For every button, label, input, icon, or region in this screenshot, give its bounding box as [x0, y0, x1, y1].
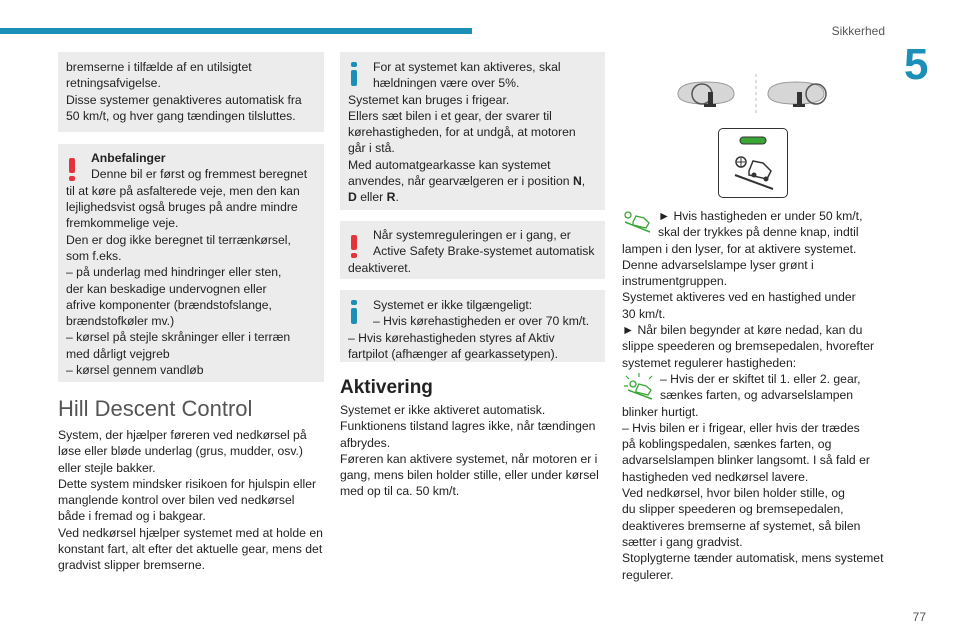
- text-line: – Hvis der er skiftet til 1. eller 2. gear,: [660, 371, 861, 386]
- steering-wheel-icon: [672, 74, 840, 114]
- text-line: – på underlag med hindringer eller sten,: [66, 265, 282, 280]
- text-line: fremkommelige veje.: [66, 216, 179, 231]
- text-line: sætter i gang gradvist.: [622, 534, 743, 549]
- text-line: Systemet aktiveres ved en hastighed under: [622, 290, 856, 305]
- text-line: Funktionens tilstand lagres ikke, når tændingen: [340, 419, 596, 434]
- hill-descent-body: [58, 427, 324, 574]
- warning-exclamation-icon: [69, 158, 75, 180]
- text-line: Ellers sæt bilen i et gear, der svarer til: [348, 108, 552, 123]
- text-line: løse eller bløde underlag (grus, mudder, osv.): [58, 444, 303, 459]
- text-line: instrumentgruppen.: [622, 274, 728, 289]
- text-line: Dette system mindsker risikoen for hjulspin eller: [58, 476, 317, 491]
- hill-descent-button-icon: [718, 128, 788, 198]
- text-line: anvendes, når gearvælgeren er i position N,: [348, 174, 586, 189]
- hill-descent-lamp-flashing-icon: [622, 372, 656, 402]
- text-line: kørehastigheden, for at undgå, at motoren: [348, 125, 576, 140]
- text-line: Stoplygterne tænder automatisk, mens systemet: [622, 551, 884, 566]
- text-line: ► Hvis hastigheden er under 50 km/t,: [658, 209, 863, 223]
- text-line: – kørsel på stejle skråninger eller i terræn: [66, 330, 291, 345]
- text-line: som f.eks.: [66, 248, 122, 263]
- text-line: sænkes farten, og advarselslampen: [660, 388, 854, 403]
- text-line: Active Safety Brake-systemet automatisk: [373, 244, 595, 259]
- text-line: – Hvis kørehastigheden styres af Aktiv: [348, 330, 555, 345]
- text-line: Ved nedkørsel, hvor bilen holder stille, og: [622, 486, 845, 501]
- text-line: går i stå.: [348, 141, 395, 156]
- section-title: Sikkerhed: [831, 24, 885, 38]
- text-line: – Hvis bilen er i frigear, eller hvis der trædes: [622, 420, 860, 435]
- column-right: [622, 208, 884, 583]
- text-line: på koblingspedalen, sænkes farten, og: [622, 437, 832, 452]
- text-line: afrive komponenter (brændstofslange,: [66, 297, 272, 312]
- text-line: gang, mens bilen holder stille, eller under kørsel: [340, 468, 599, 483]
- text-line: For at systemet kan aktiveres, skal: [373, 60, 561, 74]
- text-line: Ved nedkørsel hjælper systemet med at holde en: [58, 525, 323, 540]
- text-line: Den er dog ikke beregnet til terrænkørsel,: [66, 232, 291, 247]
- text-line: System, der hjælper føreren ved nedkørsel på: [58, 428, 307, 442]
- text-line: til at køre på asfalterede veje, men den kan: [66, 183, 300, 198]
- text-line: lejlighedsvist også bruges på andre mindre: [66, 200, 298, 215]
- hill-descent-lamp-green-icon: [622, 210, 654, 236]
- info-box-not-available: [340, 290, 605, 362]
- chapter-number: 5: [904, 40, 929, 89]
- text-line: gradvist slipper bremserne.: [58, 558, 205, 573]
- text-line: Systemet er ikke aktiveret automatisk.: [340, 403, 546, 417]
- text-line: bremserne i tilfælde af en utilsigtet: [66, 60, 252, 74]
- text-line: 30 km/t.: [622, 306, 666, 321]
- text-line: deaktiveret.: [348, 260, 412, 275]
- warning-title: Anbefalinger: [91, 151, 166, 166]
- flash-paragraph: [622, 371, 884, 404]
- text-line: Føreren kan aktivere systemet, når motoren er i: [340, 451, 598, 466]
- text-line: – kørsel gennem vandløb: [66, 363, 204, 378]
- text-line: deaktiveres bremserne af systemet, så bilen: [622, 518, 861, 533]
- activation-heading: Aktivering: [340, 377, 433, 398]
- text-line: afbrydes.: [340, 435, 391, 450]
- gear-position-r: R: [386, 190, 396, 205]
- text-line: hastigheden ved nedkørsel lavere.: [622, 469, 809, 484]
- text-line: D eller R.: [348, 190, 399, 205]
- intro-box: [58, 52, 324, 132]
- info-icon: [351, 62, 357, 86]
- text-line: Med automatgearkasse kan systemet: [348, 157, 551, 172]
- text-line: konstant fart, alt efter det aktuelle gear, mens det: [58, 542, 323, 557]
- text-line: blinker hurtigt.: [622, 404, 699, 419]
- column-left: [58, 52, 324, 382]
- info-box-activation-conditions: [340, 52, 605, 210]
- text-line: med dårligt vejgreb: [66, 346, 170, 361]
- page-number: 77: [912, 610, 926, 624]
- text-line: ► Når bilen begynder at køre nedad, kan du: [622, 323, 863, 338]
- text-line: skal der trykkes på denne knap, indtil: [658, 225, 859, 240]
- text-line: hældningen være over 5%.: [373, 76, 520, 91]
- text-line: Denne bil er først og fremmest beregnet: [91, 167, 308, 182]
- lamp-paragraph: [622, 208, 884, 241]
- text-line: manglende kontrol over bilen ved nedkørsel: [58, 493, 295, 508]
- text-line: Systemet er ikke tilgængeligt:: [373, 298, 533, 312]
- text-line: lampen i den lyser, for at aktivere systemet.: [622, 241, 857, 256]
- info-icon: [351, 300, 357, 324]
- hill-descent-heading: Hill Descent Control: [58, 396, 253, 421]
- text-line: Denne advarselslampe lyser grønt i: [622, 257, 814, 272]
- text-line: Systemet kan bruges i frigear.: [348, 92, 510, 107]
- warning-box-recommendations: [58, 144, 324, 382]
- text-line: fartpilot (afhænger af gearkassetypen).: [348, 346, 559, 361]
- gear-position-n: N: [572, 174, 582, 189]
- text-line: systemet regulerer hastigheden:: [622, 355, 797, 370]
- warning-box-asb-deactivated: [340, 221, 605, 279]
- warning-exclamation-icon: [351, 235, 357, 257]
- text-line: 50 km/t, og hver gang tændingen tilsluttes.: [66, 108, 296, 123]
- text-line: både i fremad og i bakgear.: [58, 509, 206, 524]
- text-line: Disse systemer genaktiveres automatisk fra: [66, 92, 302, 107]
- text-line: – Hvis kørehastigheden er over 70 km/t.: [373, 314, 590, 329]
- text-line: du slipper speederen og bremsepedalen,: [622, 502, 844, 517]
- column-middle: [340, 52, 605, 362]
- text-line: Når systemreguleringen er i gang, er: [373, 228, 571, 242]
- text-line: retningsafvigelse.: [66, 76, 161, 91]
- activation-body: [340, 402, 605, 500]
- text-line: eller stejle bakker.: [58, 460, 156, 475]
- gear-position-d: D: [348, 190, 357, 205]
- text-line: slippe speederen og bremsepedalen, hvorefter: [622, 339, 875, 354]
- text-line: brændstofkøler mv.): [66, 314, 175, 329]
- text-line: regulerer.: [622, 567, 674, 582]
- steering-wheel-illustration: [672, 74, 840, 114]
- top-accent-bar: [0, 28, 472, 34]
- text-line: advarselslampen blinker langsomt. I så fald er: [622, 453, 870, 468]
- text-line: med op til ca. 50 km/t.: [340, 484, 460, 499]
- text-line: der kan beskadige undervognen eller: [66, 281, 267, 296]
